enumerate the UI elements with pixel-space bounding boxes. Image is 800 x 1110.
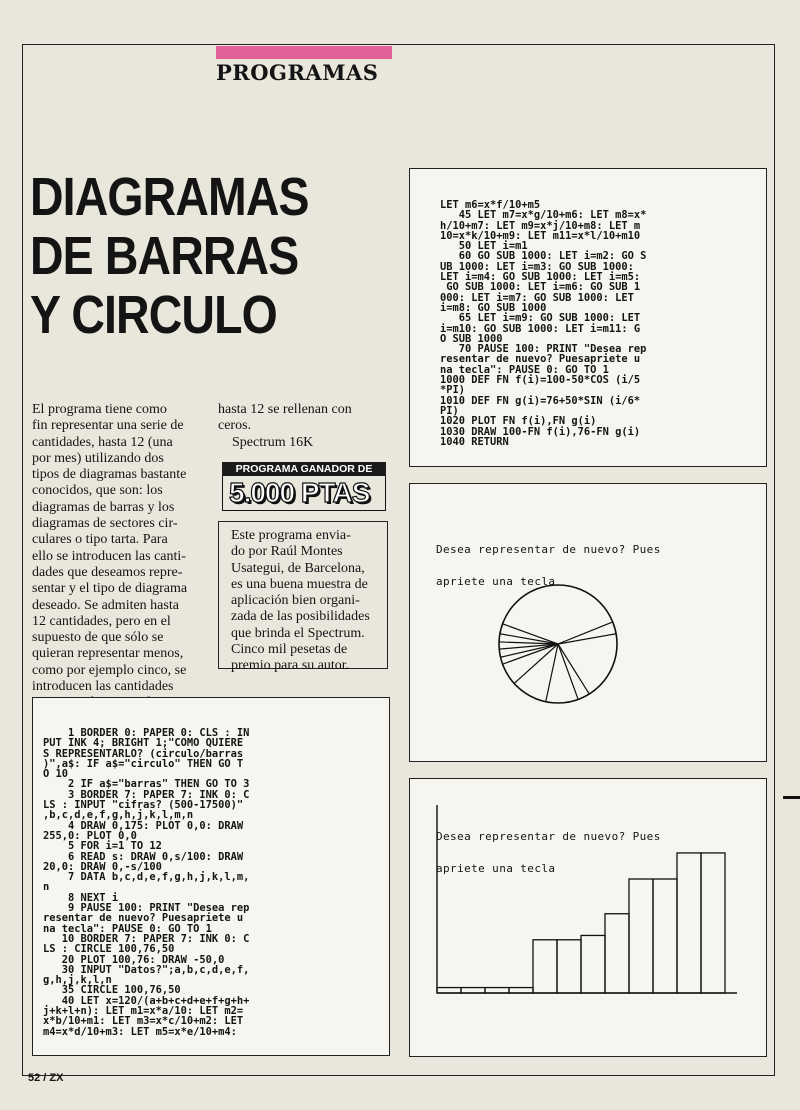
bar	[533, 940, 557, 993]
code-line: h/10+m7: LET m9=x*j/10+m8: LET m	[440, 219, 641, 232]
program-listing-2	[440, 200, 646, 447]
page-edge-mark	[783, 796, 800, 799]
code-line: PI)	[440, 404, 459, 417]
bar	[629, 879, 653, 993]
intro-line: culares o tipo tarta. Para	[32, 532, 168, 548]
code-line: 45 LET m7=x*g/10+m6: LET m8=x*	[440, 209, 647, 222]
page-number: 52 / ZX	[28, 1072, 64, 1084]
intro-line: quieran representar menos,	[32, 646, 184, 662]
intro-line: ello se introducen las canti-	[32, 548, 186, 564]
author-line: do por Raúl Montes	[231, 544, 343, 560]
intro-line: introducen las cantidades	[32, 679, 174, 695]
message-line: apriete una tecla	[436, 574, 556, 588]
code-line: 10=x*k/10+m9: LET m11=x*l/10+m10	[440, 229, 641, 242]
code-line: 6 READ s: DRAW 0,s/100: DRAW	[43, 850, 244, 863]
code-line: 5 FOR i=1 TO 12	[43, 840, 162, 853]
code-line: UB 1000: LET i=m3: GO SUB 1000:	[440, 260, 634, 273]
intro-line: por mes) utilizando dos	[32, 450, 164, 466]
intro-line: tipos de diagramas bastante	[32, 467, 187, 483]
code-line: 50 LET i=m1	[440, 240, 528, 253]
intro-line: ceros.	[218, 418, 252, 434]
intro-line: sentar y el tipo de diagrama	[32, 581, 188, 597]
code-line: i=m10: GO SUB 1000: LET i=m11: G	[440, 322, 641, 335]
author-line: Cinco mil pesetas de	[231, 642, 348, 658]
code-line: 1000 DEF FN f(i)=100-50*COS (i/5	[440, 374, 641, 387]
bar-chart	[410, 779, 766, 1056]
section-accent-bar	[216, 46, 392, 59]
code-line: x*b/10+m1: LET m3=x*c/10+m2: LET	[43, 1015, 244, 1028]
intro-column-2	[218, 402, 388, 451]
pie-chart	[410, 484, 766, 761]
code-line: g,h,j,k,l,n	[43, 974, 112, 987]
listing-box-2	[409, 168, 767, 467]
message-line: apriete una tecla	[436, 861, 556, 875]
intro-line: como por ejemplo cinco, se	[32, 662, 187, 678]
bar	[557, 940, 581, 993]
listing-box-1	[32, 697, 390, 1056]
section-label: PROGRAMAS	[216, 60, 379, 85]
code-line: 1 BORDER 0: PAPER 0: CLS : IN	[43, 727, 250, 739]
code-line: 9 PAUSE 100: PRINT "Desea rep	[43, 902, 250, 915]
code-line: GO SUB 1000: LET i=m6: GO SUB 1	[440, 281, 641, 294]
intro-line: 12 cantidades, pero en el	[32, 613, 171, 629]
author-line: que brinda el Spectrum.	[231, 625, 365, 641]
intro-line: conocidos, que son: los	[32, 483, 163, 499]
code-line: j+k+l+n): LET m1=x*a/10: LET m2=	[43, 1005, 244, 1018]
code-line: 60 GO SUB 1000: LET i=m2: GO S	[440, 250, 647, 263]
code-line: resentar de nuevo? Puesapriete u	[43, 912, 244, 925]
code-line: LS : INPUT "cifras? (500-17500)"	[43, 799, 244, 812]
intro-line: fin representar una serie de	[32, 418, 184, 434]
code-line: 8 NEXT i	[43, 891, 119, 904]
author-line: zada de las posibilidades	[231, 609, 370, 625]
code-line: *PI)	[440, 384, 466, 397]
prize-amount: 5.000 PTAS	[222, 476, 386, 511]
code-line: 40 LET x=120/(a+b+c+d+e+f+g+h+	[43, 994, 250, 1007]
code-line: LET i=m4: GO SUB 1000: LET i=m5:	[440, 271, 641, 284]
author-line: Este programa envia-	[231, 528, 351, 543]
prize-badge	[222, 462, 386, 511]
code-line: LS : CIRCLE 100,76,50	[43, 943, 175, 956]
pie-slice-divider	[503, 624, 558, 644]
pie-slice-divider	[558, 622, 613, 644]
pie-chart-screen	[409, 483, 767, 762]
bar	[605, 914, 629, 993]
code-line: 70 PAUSE 100: PRINT "Desea rep	[440, 343, 647, 356]
intro-line: dades que deseamos repre-	[32, 564, 183, 580]
code-line: 20,0: DRAW 0,-s/100	[43, 860, 162, 873]
code-line: 255,0: PLOT 0,0	[43, 829, 137, 842]
code-line: 65 LET i=m9: GO SUB 1000: LET	[440, 312, 641, 325]
machine-label: Spectrum 16K	[232, 434, 314, 450]
intro-line: supuesto de que sólo se	[32, 630, 164, 646]
bar	[677, 853, 701, 993]
code-line: S REPRESENTARLO? (circulo/barras	[43, 747, 244, 760]
bar	[437, 988, 461, 993]
code-line: 1040 RETURN	[440, 435, 509, 448]
code-line: i=m8: GO SUB 1000	[440, 301, 547, 314]
author-line: es una buena muestra de	[231, 576, 368, 592]
message-line: Desea representar de nuevo? Pues	[436, 830, 661, 843]
code-line: 1020 PLOT FN f(i),FN g(i)	[440, 415, 597, 428]
code-line: na tecla": PAUSE 0: GO TO 1	[440, 363, 609, 376]
code-line: 1010 DEF FN g(i)=76+50*SIN (i/6*	[440, 394, 641, 407]
bar-chart-screen	[409, 778, 767, 1057]
bar	[461, 988, 485, 993]
program-listing-1	[43, 728, 249, 1037]
code-line: 10 BORDER 7: PAPER 7: INK 0: C	[43, 932, 250, 945]
code-line: LET m6=x*f/10+m5	[440, 199, 541, 211]
code-line: na tecla": PAUSE 0: GO TO 1	[43, 922, 212, 935]
code-line: ,b,c,d,e,f,g,h,j,k,l,m,n	[43, 809, 194, 822]
code-line: 30 INPUT "Datos?";a,b,c,d,e,f,	[43, 963, 250, 976]
bar	[509, 988, 533, 993]
intro-line: hasta 12 se rellenan con	[218, 402, 352, 417]
message-line: Desea representar de nuevo? Pues	[436, 543, 661, 556]
title-line: DE BARRAS	[30, 226, 299, 286]
prize-label: PROGRAMA GANADOR DE	[222, 462, 386, 476]
bar	[485, 988, 509, 993]
intro-line: deseado. Se admiten hasta	[32, 597, 179, 613]
code-line: 7 DATA b,c,d,e,f,g,h,j,k,l,m,	[43, 871, 250, 884]
author-line: premio para su autor.	[231, 658, 350, 674]
code-line: )",a$: IF a$="circulo" THEN GO T	[43, 757, 244, 770]
intro-line: El programa tiene como	[32, 402, 167, 417]
title-line: Y CIRCULO	[30, 285, 277, 345]
author-box	[218, 521, 388, 674]
code-line: resentar de nuevo? Puesapriete u	[440, 353, 641, 366]
bar	[581, 935, 605, 993]
bar	[701, 853, 725, 993]
code-line: 4 DRAW 0,175: PLOT 0,0: DRAW	[43, 819, 244, 832]
intro-column-1	[32, 402, 206, 712]
intro-line: diagramas de sectores cir-	[32, 516, 178, 532]
author-line: aplicación bien organi-	[231, 593, 360, 609]
code-line: 1030 DRAW 100-FN f(i),76-FN g(i)	[440, 425, 641, 438]
article-title	[30, 167, 309, 345]
code-line: n	[43, 881, 50, 894]
code-line: O 10	[43, 768, 69, 781]
code-line: 35 CIRCLE 100,76,50	[43, 984, 181, 997]
code-line: O SUB 1000	[440, 332, 503, 345]
intro-line: diagramas de barras y los	[32, 499, 175, 515]
code-line: 2 IF a$="barras" THEN GO TO 3	[43, 778, 250, 791]
bar	[653, 879, 677, 993]
pie-slice-divider	[558, 634, 616, 644]
code-line: 20 PLOT 100,76: DRAW -50,0	[43, 953, 225, 966]
code-line: 3 BORDER 7: PAPER 7: INK 0: C	[43, 788, 250, 801]
author-line: Usategui, de Barcelona,	[231, 560, 365, 576]
code-line: PUT INK 4; BRIGHT 1;"COMO QUIERE	[43, 737, 244, 750]
title-line: DIAGRAMAS	[30, 167, 309, 227]
code-line: 000: LET i=m7: GO SUB 1000: LET	[440, 291, 634, 304]
intro-line: cantidades, hasta 12 (una	[32, 434, 173, 450]
code-line: m4=x*d/10+m3: LET m5=x*e/10+m4:	[43, 1025, 237, 1038]
